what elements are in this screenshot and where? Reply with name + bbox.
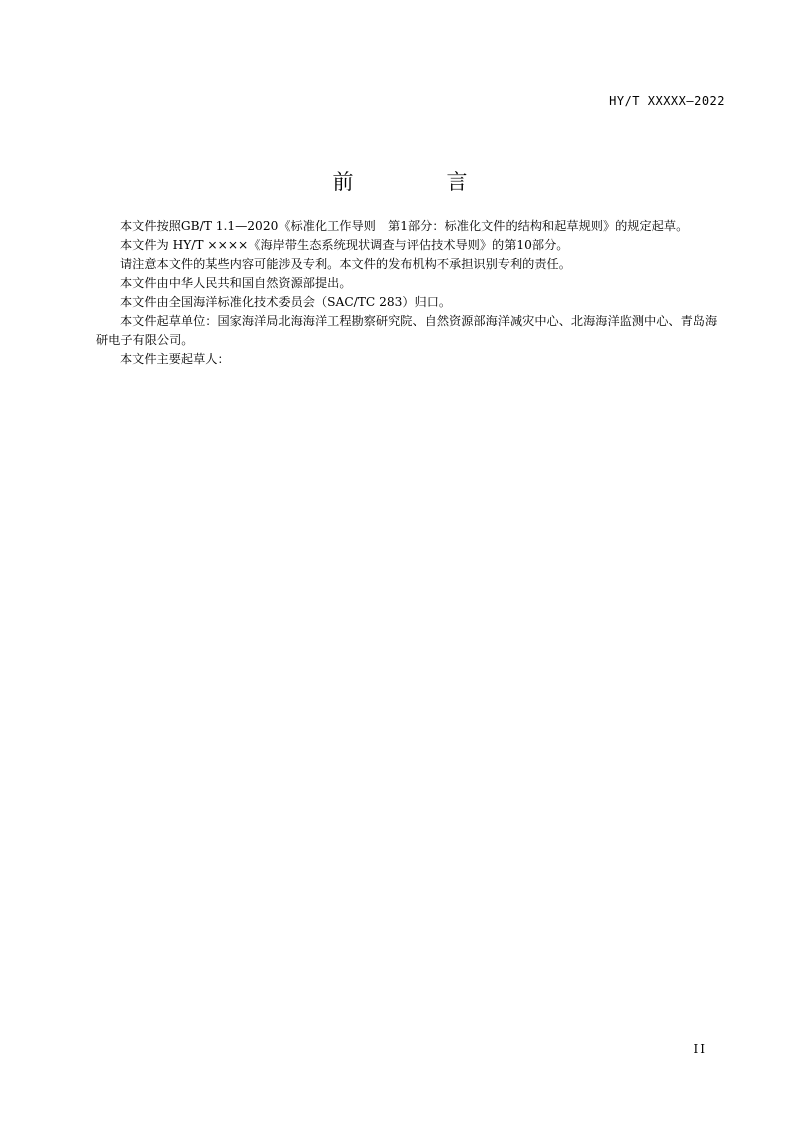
page-title: 前 言 <box>332 170 504 194</box>
paragraph-proposer: 本文件由中华人民共和国自然资源部提出。 <box>120 276 352 290</box>
paragraph-technical-committee: 本文件由全国海洋标准化技术委员会（SAC/TC 283）归口。 <box>120 295 452 309</box>
document-code: HY/T XXXXX—2022 <box>609 94 725 108</box>
paragraph-part-info: 本文件为 HY/T ××××《海岸带生态系统现状调查与评估技术导则》的第10部分。 <box>120 238 569 252</box>
page-number: II <box>693 1042 707 1056</box>
paragraph-drafting-units: 本文件起草单位：国家海洋局北海海洋工程勘察研究院、自然资源部海洋减灾中心、北海海洋监测中心、青岛海研电子有限公司。 <box>96 314 718 347</box>
foreword-body <box>96 217 722 369</box>
paragraph-drafting-rules: 本文件按照GB/T 1.1—2020《标准化工作导则 第1部分：标准化文件的结构和起草规则》的规定起草。 <box>120 219 689 233</box>
paragraph-patent-notice: 请注意本文件的某些内容可能涉及专利。本文件的发布机构不承担识别专利的责任。 <box>120 257 571 271</box>
paragraph-main-drafters: 本文件主要起草人： <box>120 352 230 366</box>
